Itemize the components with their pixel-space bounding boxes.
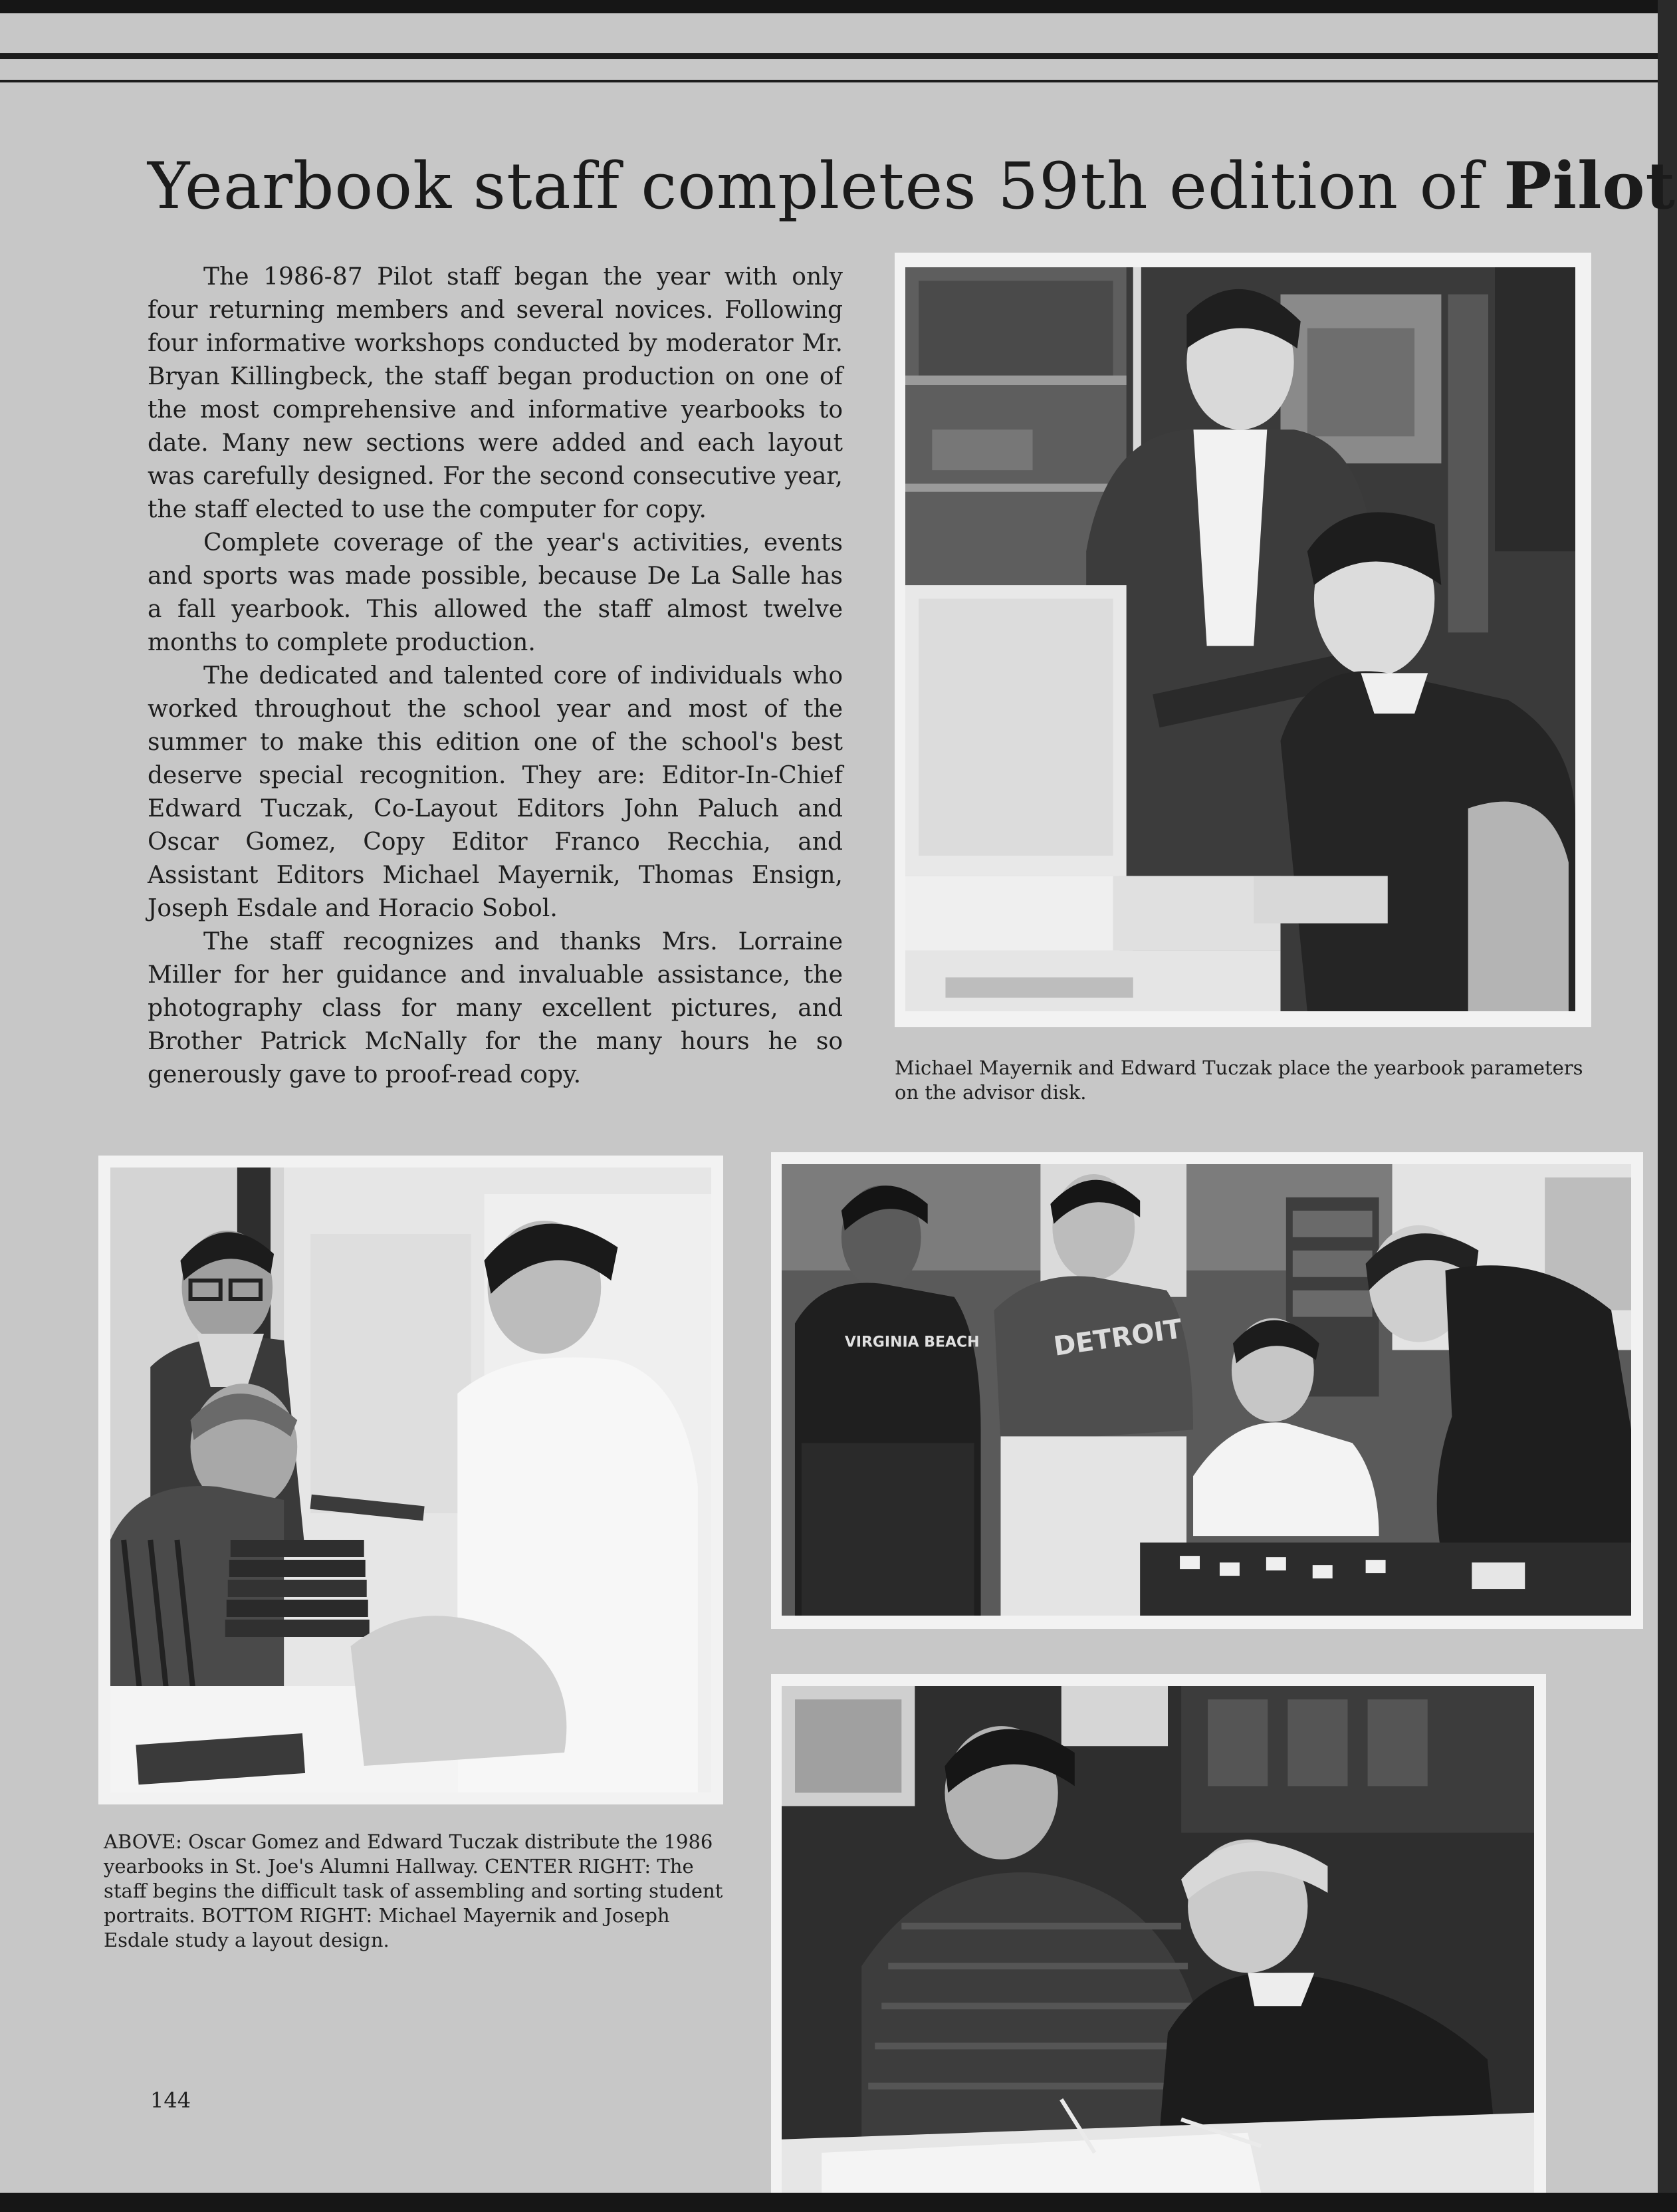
photo-distribution-image [110, 1167, 711, 1792]
header-rule-thick [0, 53, 1658, 59]
photo-layout-study [771, 1674, 1546, 2193]
article-body [148, 261, 843, 1092]
photo-computer-scene [895, 253, 1591, 1027]
body-paragraph: The dedicated and talented core of individuals who worked throughout the school year and most of the summer to make this edition one of the school's best deserve special recognition. They are: Editor-In-Chief Edward Tuczak, Co-Layout Editors John Paluch and Oscar Gomez, Copy Editor Franco Recchia, and Assistant Editors Michael Mayernik, Thomas Ensign, Joseph Esdale and Horacio Sobol. [148, 662, 843, 922]
photo-layout-image [782, 1686, 1534, 2193]
body-paragraph: The 1986-87 Pilot staff began the year with only four returning members and several novices. Following four informative workshops conducted by moderator Mr. Bryan Killingbeck, the staff began production on one of the most comprehensive and informative yearbooks to date. Many new sections were added and each layout was carefully designed. For the second consecutive year, the staff elected to use the computer for copy. [148, 263, 843, 523]
headline-bold-word: Pilot [1504, 148, 1676, 223]
photo-sorting-image [782, 1164, 1631, 1616]
scan-edge-right [1658, 0, 1677, 2212]
body-paragraph: The staff recognizes and thanks Mrs. Lorraine Miller for her guidance and invaluable assistance, the photography class for many excellent pictures, and Brother Patrick McNally for the many hours he so generously gave to proof-read copy. [148, 928, 843, 1088]
photo-computer-image [905, 267, 1575, 1011]
page-headline [148, 146, 1676, 226]
photo-sorting-portraits [771, 1152, 1643, 1629]
caption-photo-group: ABOVE: Oscar Gomez and Edward Tuczak distribute the 1986 yearbooks in St. Joe's Alumni Hallway. CENTER RIGHT: The staff begins the difficult task of assembling and sorting student portraits. BOTTOM RIGHT: Michael Mayernik and Joseph Esdale study a layout design. [104, 1830, 723, 1951]
shirt-text-detroit: DETROIT [1052, 1314, 1184, 1362]
page-number: 144 [150, 2088, 191, 2113]
scan-edge-top [0, 0, 1677, 13]
caption-computer-photo: Michael Mayernik and Edward Tuczak place the yearbook parameters on the advisor disk. [895, 1056, 1583, 1104]
headline-text: Yearbook staff completes 59th edition of [148, 149, 1504, 223]
header-rule-thin [0, 80, 1658, 82]
photo-yearbook-distribution [98, 1156, 723, 1804]
scan-edge-bottom [0, 2193, 1677, 2212]
body-paragraph: Complete coverage of the year's activities, events and sports was made possible, because De La Salle has a fall yearbook. This allowed the staff almost twelve months to complete production. [148, 529, 843, 656]
shirt-text-virginia: VIRGINIA BEACH [844, 1334, 980, 1351]
